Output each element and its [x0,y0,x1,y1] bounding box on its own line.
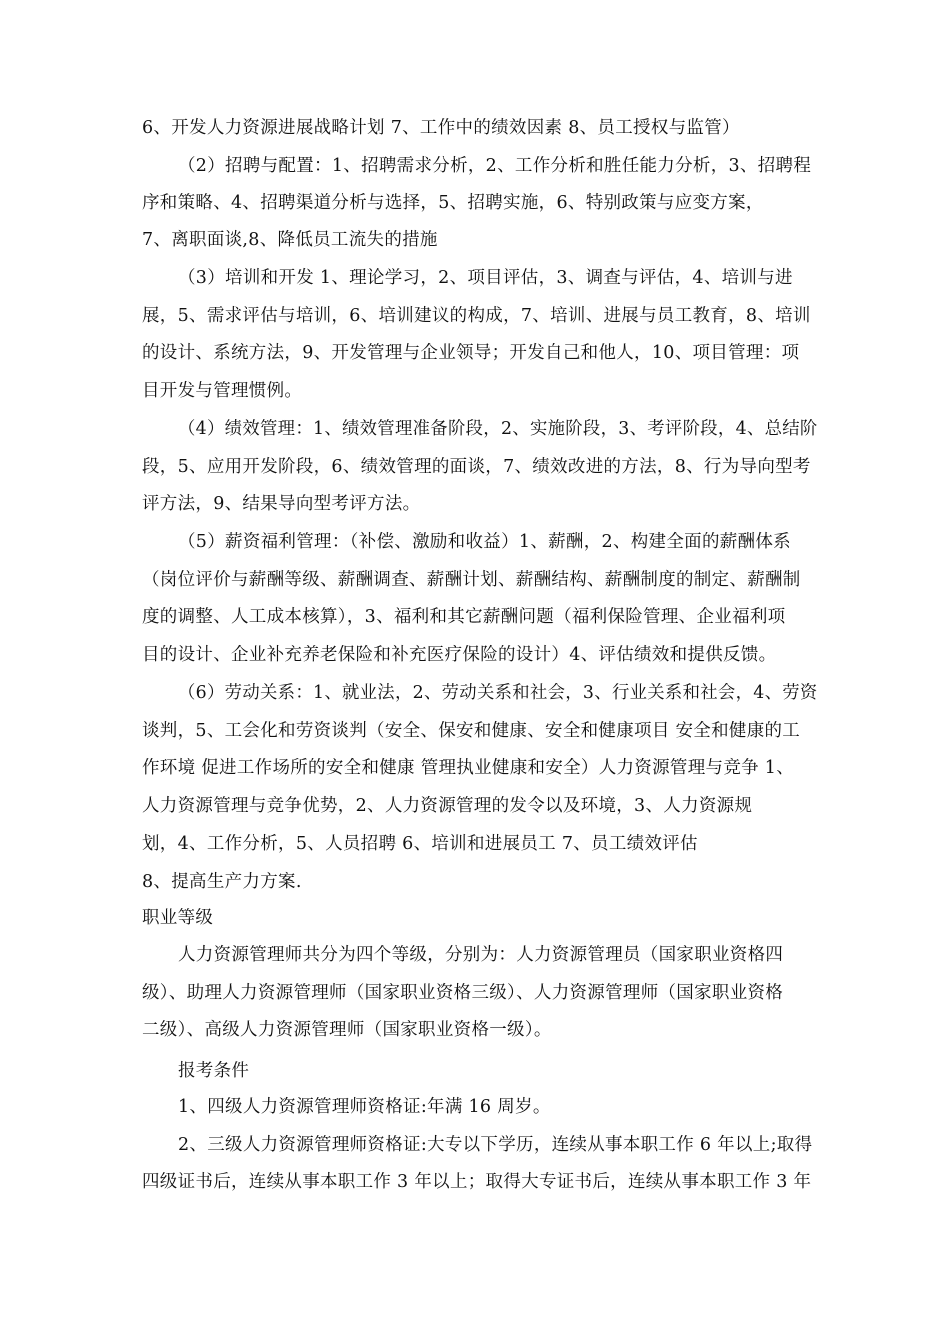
text-line: 2、三级人力资源管理师资格证:大专以下学历，连续从事本职工作 6 年以上;取得 [178,1135,813,1155]
text-line: 四级证书后，连续从事本职工作 3 年以上；取得大专证书后，连续从事本职工作 3 年 [142,1172,812,1192]
text-line: （3）培训和开发 1、理论学习，2、项目评估，3、调查与评估，4、培训与进 [178,268,793,288]
text-line: （2）招聘与配置：1、招聘需求分析，2、工作分析和胜任能力分析，3、招聘程 [178,156,812,176]
text-line: 目开发与管理惯例。 [142,381,303,401]
text-line: 序和策略、4、招聘渠道分析与选择，5、招聘实施，6、特别政策与应变方案， [142,193,764,213]
section-heading: 报考条件 [178,1061,250,1081]
text-line: 人力资源管理与竞争优势，2、人力资源管理的发令以及环境，3、人力资源规 [142,796,753,816]
text-line: 展，5、需求评估与培训，6、培训建议的构成，7、培训、进展与员工教育，8、培训 [142,306,811,326]
text-line: （岗位评价与薪酬等级、薪酬调查、薪酬计划、薪酬结构、薪酬制度的制定、薪酬制 [142,570,801,590]
text-line: 级）、助理人力资源管理师（国家职业资格三级）、人力资源管理师（国家职业资格 [142,983,784,1003]
text-line: 目的设计、企业补充养老保险和补充医疗保险的设计）4、评估绩效和提供反馈。 [142,645,777,665]
text-line: 评方法，9、结果导向型考评方法。 [142,494,421,514]
text-line: 1、四级人力资源管理师资格证:年满 16 周岁。 [178,1097,551,1117]
text-line: 8、提高生产力方案. [142,872,302,892]
text-line: 7、离职面谈,8、降低员工流失的措施 [142,230,438,250]
text-line: （5）薪资福利管理：（补偿、激励和收益）1、薪酬，2、构建全面的薪酬体系 [178,532,791,552]
section-heading: 职业等级 [142,908,214,928]
text-line: 段，5、应用开发阶段，6、绩效管理的面谈，7、绩效改进的方法，8、行为导向型考 [142,457,811,477]
text-line: （6）劳动关系：1、就业法，2、劳动关系和社会，3、行业关系和社会，4、劳资 [178,683,818,703]
text-line: 划，4、工作分析，5、人员招聘 6、培训和进展员工 7、员工绩效评估 [142,834,698,854]
text-line: 二级）、高级人力资源管理师（国家职业资格一级）。 [142,1020,552,1040]
text-line: 的设计、系统方法，9、开发管理与企业领导；开发自己和他人，10、项目管理：项 [142,343,800,363]
text-line: （4）绩效管理：1、绩效管理准备阶段，2、实施阶段，3、考评阶段，4、总结阶 [178,419,818,439]
text-line: 人力资源管理师共分为四个等级，分别为：人力资源管理员（国家职业资格四 [178,945,784,965]
text-line: 作环境 促进工作场所的安全和健康 管理执业健康和安全）人力资源管理与竞争 1、 [142,758,795,778]
text-line: 谈判，5、工会化和劳资谈判（安全、保安和健康、安全和健康项目 安全和健康的工 [142,721,801,741]
text-line: 6、开发人力资源进展战略计划 7、工作中的绩效因素 8、员工授权与监管） [142,118,740,138]
text-line: 度的调整、人工成本核算），3、福利和其它薪酬问题（福利保险管理、企业福利项 [142,607,786,627]
